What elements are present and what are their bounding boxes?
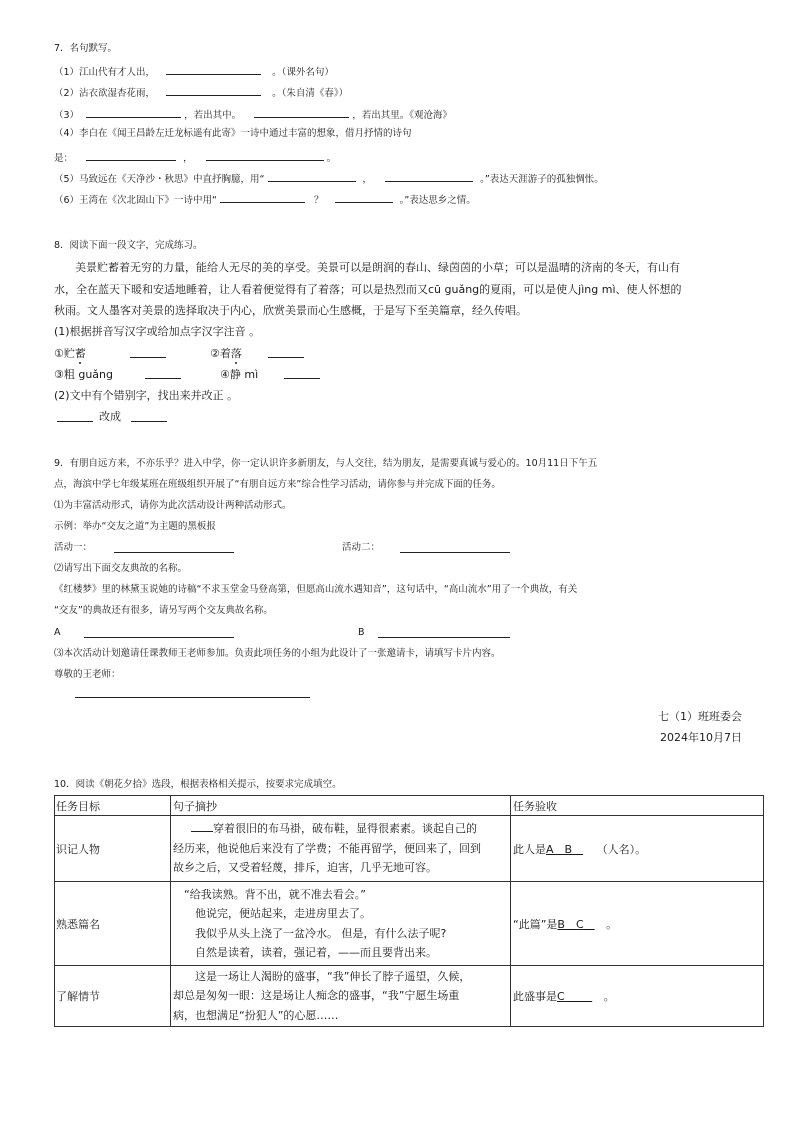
table-header-row [55,796,764,816]
q7-line-6: （6）王湾在《次北固山下》一诗中用“ ？ 。”表达思乡之情。 [54,191,476,208]
q9-date: 2024年10月7日 [660,731,742,744]
q8-passage-line-3: 秋雨。文人墨客对美景的选择取决于内心，欣赏美景而心生感概，于是写下至美篇章，经久传唱。 [54,304,527,317]
q8-item-1: ①贮蓄 [54,347,86,360]
table-row-2 [55,882,764,966]
q9-activity-1-blank[interactable] [114,541,234,553]
q10-title: 10．阅读《朝花夕拾》选段，根据表格相关提示，按要求完成填空。 [54,779,342,790]
q7-line-5: （5）马致远在《天净沙・秋思》中直抒胸臆，用“ ， 。”表达天涯游子的孤独惆怅。 [54,170,604,187]
row3-answer-blank[interactable]: C [557,990,565,1003]
q8-blank-1[interactable] [130,346,166,358]
q9-sub-3: ⑶本次活动计划邀请任课教师王老师参加。负责此项任务的小组为此设计了一张邀请卡，请填写卡片内容。 [54,648,501,659]
q8-item-3: ③粗 guǎng [54,368,114,381]
q7-blank-6a[interactable] [220,191,305,203]
q8-sub-2: (2)文中有个错别字，找出来并改正 。 [54,389,239,402]
q8-fix-label: 改成 [99,410,121,423]
q10-task-table [54,795,764,1027]
q7-blank-5b[interactable] [385,170,473,182]
row2-goal: 熟悉篇名 [55,882,171,966]
q8-sub-1: (1)根据拼音写汉字或给加点字汉字注音 。 [54,325,261,338]
row1-name-blank[interactable] [191,820,213,832]
q9-activity-2-label: 活动二： [342,542,381,553]
q8-blank-fix[interactable] [131,410,167,422]
q9-label-a: A [54,627,61,638]
q7-blank-1[interactable] [166,63,261,75]
q9-sub-2: ⑵请写出下面交友典故的名称。 [54,563,188,574]
q7-line-2: （2）沾衣欲湿杏花雨， 。（朱自清《春》） [54,84,348,101]
q7-line-4: （4）李白在《闻王昌龄左迁龙标遥有此寄》一诗中通过丰富的想象，借月抒情的诗句 [54,128,412,139]
q9-example: 示例：举办“交友之道”为主题的黑板报 [54,521,216,532]
q7-line-1: （1）江山代有才人出， 。（课外名句） [54,63,334,80]
q9-invitation-blank[interactable] [75,697,310,698]
q9-activity-2-blank[interactable] [400,541,510,553]
header-excerpt: 句子摘抄 [171,796,511,816]
q8-item-2: ②着落 [210,347,242,360]
row2-answer: “此篇”是B C 。 [511,882,764,966]
q7-blank-6b[interactable] [335,191,393,203]
header-goal: 任务目标 [55,796,171,816]
q7-title: 7．名句默写。 [54,43,118,54]
q9-activity-1-label: 活动一： [54,542,93,553]
q9-signature: 七（1）班班委会 [658,710,742,723]
q8-blank-4[interactable] [284,367,320,379]
table-row-3 [55,966,764,1027]
q7-blank-3b[interactable] [254,106,349,118]
row1-goal: 识记人物 [55,816,171,882]
row2-answer-blank[interactable]: C [575,917,584,931]
q9-label-b: B [358,627,365,638]
row1-excerpt: 穿着很旧的布马褂，破布鞋，显得很素素。谈起自己的 经历来，他说他后来没有了学费；不能再留学，便回来了，回到 故乡之后，又受着轻蔑，排斥，迫害，几乎无地可容。 [171,816,511,882]
q9-sub-2-text: 《红楼梦》里的林黛玉说她的诗稿“不求玉堂金马登高第，但愿高山流水遇知音”，这句话中，“高山流水”用了一个典故，有关 [54,584,578,595]
q7-blank-5a[interactable] [268,170,356,182]
row2-excerpt: “给我读熟。背不出，就不准去看会。” 他说完，便站起来，走进房里去了。 我似乎从头上浇了一盆冷水。 但是，有什么法子呢? 自然是读着，读着，强记着，——而且要背出来。 [171,882,511,966]
q9-blank-b[interactable] [378,626,510,638]
row3-answer: 此盛事是C 。 [511,966,764,1027]
q8-passage-line-1: 美景贮蓄着无穷的力量，能给人无尽的美的享受。美景可以是朗润的春山、绿茵茵的小草；可以是温晴的济南的冬天，有山有 [75,261,680,274]
q7-blank-4b[interactable] [206,149,324,161]
q7-line-4b: 是： ， 。 [54,149,336,166]
header-check: 任务验收 [511,796,764,816]
q9-sub-2-text-2: “交友”的典故还有很多，请另写两个交友典故名称。 [54,605,273,616]
q7-blank-3a[interactable] [86,106,181,118]
q8-blank-2[interactable] [268,346,304,358]
q9-salutation: 尊敬的王老师： [54,669,121,680]
q7-blank-4a[interactable] [86,149,176,161]
row1-answer-blank[interactable]: B [564,842,573,856]
q9-sub-1: ⑴为丰富活动形式，请你为此次活动设计两种活动形式。 [54,500,292,511]
q9-blank-a[interactable] [84,626,234,638]
row3-goal: 了解情节 [55,966,171,1027]
q8-item-4: ④静 mì [220,368,259,381]
q8-blank-3[interactable] [145,367,181,379]
q9-title: 9．有朋自远方来，不亦乐乎？进入中学，你一定认识许多新朋友，与人交往，结为朋友，是需要真诚与爱心的。10月11日下午五 [54,458,598,469]
q8-title: 8．阅读下面一段文字，完成练习。 [54,240,203,251]
q8-blank-wrong[interactable] [57,410,93,422]
q7-line-3: （3） ，若出其中。 ，若出其里。《观沧海》 [54,106,452,123]
q9-title-2: 点，海滨中学七年级某班在班级组织开展了“有朋自远方来”综合性学习活动，请你参与并完成下面的任务。 [54,479,501,490]
q7-blank-2[interactable] [166,84,261,96]
row1-answer: 此人是A B （人名）。 [511,816,764,882]
q8-passage-line-2: 水，全在蓝天下暖和安适地睡着，让人看着便觉得有了着落；可以是热烈而又cū guǎng的夏雨，可以是使人jìng mì、使人怀想的 [54,283,682,296]
table-row-1 [55,816,764,882]
row3-excerpt: 这是一场让人渴盼的盛事，“我”伸长了脖子遥望，久候， 却总是匆匆一眼：这是场让人痴念的盛事，“我”宁愿生场重 病，也想满足“扮犯人”的心愿…… [171,966,511,1027]
